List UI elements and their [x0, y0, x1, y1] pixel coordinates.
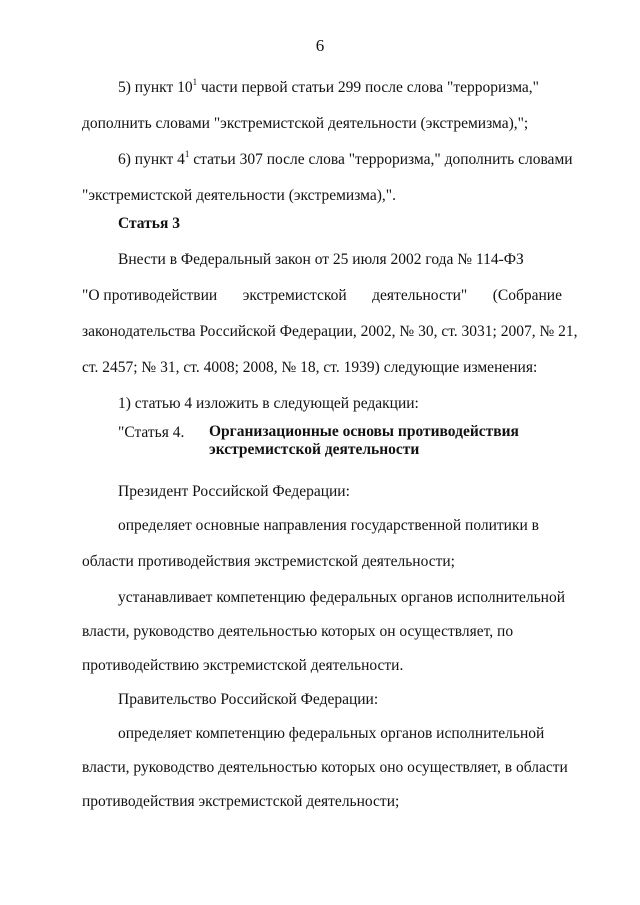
law-title-word: "О противодействии — [82, 287, 218, 304]
article3-intro-line2 — [82, 286, 562, 306]
article3-intro-line4: ст. 2457; № 31, ст. 4008; 2008, № 18, ст. 1939) следующие изменения: — [82, 359, 538, 376]
article4-label: "Статья 4. — [118, 424, 185, 441]
government-p1-line3: противодействия экстремистской деятельности; — [82, 793, 400, 810]
president-heading: Президент Российской Федерации: — [118, 483, 350, 500]
item5-line1-text: 5) пункт $10^1$ части первой статьи 299 после слова "терроризма," — [118, 77, 539, 96]
item5-line2: дополнить словами "экстремистской деятельности (экстремизма),"; — [82, 115, 529, 132]
article3-intro-line3: законодательства Российской Федерации, 2002, № 30, ст. 3031; 2007, № 21, — [82, 323, 578, 340]
article3-heading: Статья 3 — [118, 215, 180, 232]
item6-line2: "экстремистской деятельности (экстремизма),". — [82, 187, 396, 204]
law-title-word: экстремистской — [242, 287, 347, 304]
article3-intro-line1: Внести в Федеральный закон от 25 июля 2002 года № 114-ФЗ — [118, 251, 524, 268]
law-title-word: (Собрание — [492, 287, 562, 304]
article4-title-line2: экстремистской деятельности — [209, 441, 420, 458]
article4-title — [209, 423, 549, 459]
item6-line1: 6) пункт $4^1$ статьи 307 после слова "терроризма," дополнить словами — [118, 149, 573, 168]
law-title-word: деятельности" — [372, 287, 468, 304]
president-p1-line2: области противодействия экстремистской деятельности; — [82, 553, 455, 570]
government-heading: Правительство Российской Федерации: — [118, 691, 379, 708]
president-p2-line1: устанавливает компетенцию федеральных органов исполнительной — [118, 589, 565, 606]
article3-change1: 1) статью 4 изложить в следующей редакции: — [118, 395, 419, 412]
president-p1-line1: определяет основные направления государственной политики в — [118, 517, 539, 534]
article4-title-line1: Организационные основы противодействия — [209, 423, 519, 440]
page-number: 6 — [315, 36, 325, 55]
government-p1-line2: власти, руководство деятельностью которых оно осуществляет, в области — [82, 759, 568, 776]
item5-line1 — [118, 78, 562, 98]
government-p1-line1: определяет компетенцию федеральных органов исполнительной — [118, 725, 545, 742]
president-p2-line3: противодействию экстремистской деятельности. — [82, 657, 404, 674]
president-p2-line2: власти, руководство деятельностью которых он осуществляет, по — [82, 623, 514, 640]
